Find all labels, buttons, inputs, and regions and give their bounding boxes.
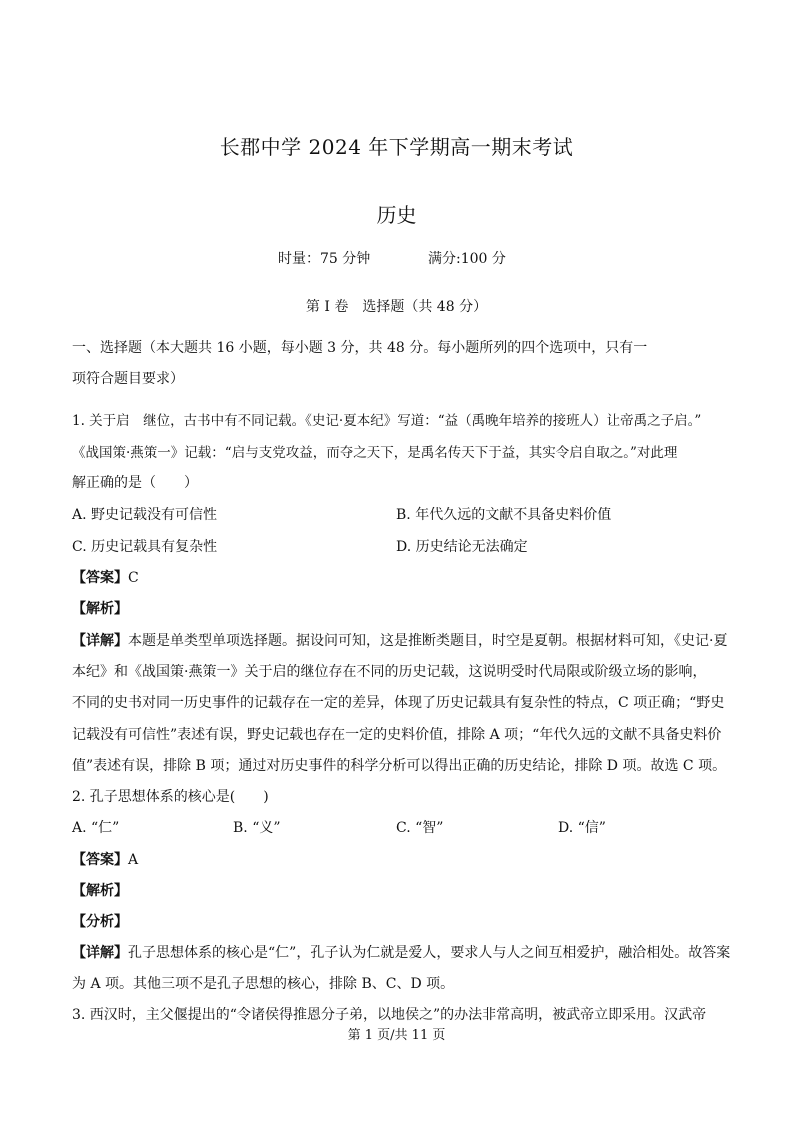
- q1-answer: [72, 567, 139, 587]
- q1-option-b: B. 年代久远的文献不具备史料价值: [396, 507, 612, 523]
- q2-detail-label: 【详解】: [72, 945, 128, 961]
- q1-detail-line-2: 本纪》和《战国策·燕策一》关于启的继位存在不同的历史记载，这说明受时代局限或阶级立场的影响，: [72, 664, 707, 680]
- q2-stem: 2. 孔子思想体系的核心是( ): [72, 789, 269, 805]
- part-heading-line-1: 一、选择题（本大题共 16 小题，每小题 3 分，共 48 分。每小题所列的四个选项中，只有一: [72, 340, 648, 356]
- q2-detail-line-2: 为 A 项。其他三项不是孔子思想的核心，排除 B、C、D 项。: [72, 976, 455, 992]
- q1-analysis-label: 【解析】: [72, 601, 128, 617]
- q1-detail-line-3: 不同的史书对同一历史事件的记载存在一定的差异，体现了历史记载具有复杂性的特点，C 项正确；“野史: [72, 695, 725, 711]
- q1-detail-line-5: 值”表述有误，排除 B 项；通过对历史事件的科学分析可以得出正确的历史结论，排除 D 项。故选 C 项。: [72, 758, 727, 774]
- q2-answer-label: 【答案】: [72, 852, 128, 868]
- q1-stem-line-3: 解正确的是（ ）: [72, 475, 198, 491]
- q1-detail-text-1: 本题是单类型单项选择题。据设问可知，这是推断类题目，时空是夏朝。根据材料可知，《史记·夏: [128, 633, 728, 649]
- q1-answer-value: C: [128, 570, 139, 586]
- q1-detail-label: 【详解】: [72, 633, 128, 649]
- q1-detail-line-1: [72, 630, 727, 650]
- subject-title: 历史: [376, 203, 417, 227]
- q2-answer-value: A: [128, 852, 139, 868]
- q2-fenxi-label: 【分析】: [72, 914, 128, 930]
- q1-detail-line-4: 记载没有可信性”表述有误，野史记载也存在一定的史料价值，排除 A 项；“年代久远的文献不具备史料价: [72, 727, 722, 743]
- q2-option-d: D. “信”: [558, 820, 606, 836]
- exam-title: 长郡中学 2024 年下学期高一期末考试: [219, 135, 574, 159]
- exam-time: 时量：75 分钟: [278, 251, 371, 267]
- exam-score: 满分:100 分: [428, 251, 506, 267]
- q2-detail-text-1: 孔子思想体系的核心是“仁”，孔子认为仁就是爱人，要求人与人之间互相爱护，融洽相处。故答案: [128, 945, 731, 961]
- q3-stem-line-1: 3. 西汉时，主父偃提出的“令诸侯得推恩分子弟，以地侯之”的办法非常高明，被武帝立即采用。汉武帝: [72, 1007, 707, 1023]
- q2-detail-line-1: [72, 942, 730, 962]
- q2-option-c: C. “智”: [396, 820, 444, 836]
- q2-option-a: A. “仁”: [72, 820, 120, 836]
- q1-stem-line-2: 《战国策·燕策一》记载：“启与支党攻益，而夺之天下，是禹名传天下于益，其实令启自取之。”对此理: [72, 445, 678, 461]
- q1-option-d: D. 历史结论无法确定: [396, 539, 528, 555]
- q2-analysis-label: 【解析】: [72, 883, 128, 899]
- q1-option-a: A. 野史记载没有可信性: [72, 507, 218, 523]
- part-heading-line-2: 项符合题目要求）: [72, 371, 184, 387]
- q1-option-c: C. 历史记载具有复杂性: [72, 539, 218, 555]
- q1-answer-label: 【答案】: [72, 570, 128, 586]
- q2-option-b: B. “义”: [233, 820, 281, 836]
- section-title: 第 I 卷 选择题（共 48 分）: [305, 299, 488, 315]
- q1-stem-line-1: 1. 关于启 继位，古书中有不同记载。《史记·夏本纪》写道：“益（禹晚年培养的接班人）让帝禹之子启。”: [72, 413, 702, 429]
- q2-answer: [72, 849, 138, 869]
- page-number: 第 1 页/共 11 页: [347, 1028, 446, 1043]
